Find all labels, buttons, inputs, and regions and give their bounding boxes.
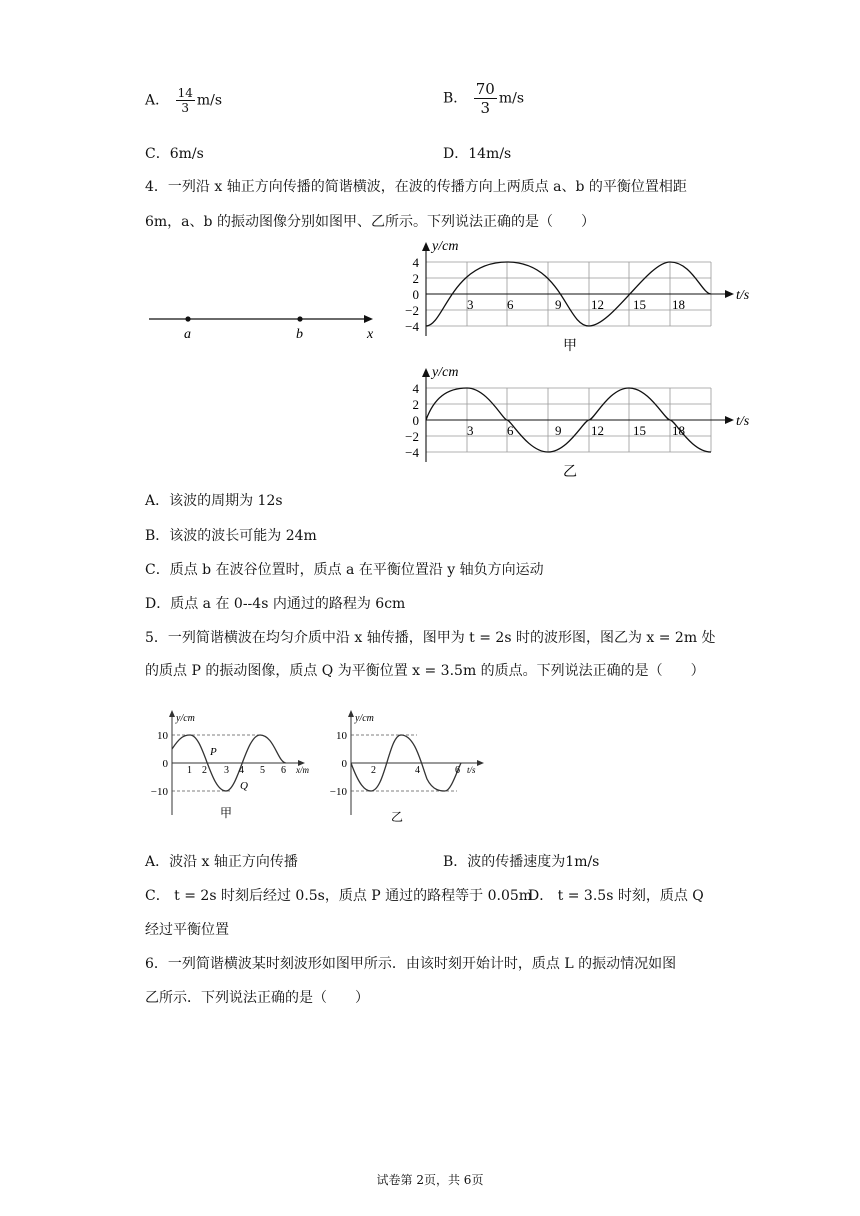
q4-stem-line2: 6m，a、b 的振动图像分别如图甲、乙所示。下列说法正确的是（ ） <box>145 214 595 230</box>
q4-option-d: D．质点 a 在 0--4s 内通过的路程为 6cm <box>145 596 406 612</box>
x-arrow <box>477 760 484 766</box>
q5-option-c: C． t = 2s 时刻后经过 0.5s，质点 P 通过的路程等于 0.05m <box>145 888 533 904</box>
q3-option-d: D．14m/s <box>443 146 512 162</box>
svg-text:3: 3 <box>467 423 474 438</box>
svg-text:18: 18 <box>672 423 685 438</box>
y-label: y/cm <box>432 365 459 380</box>
axis-x-label: x <box>367 327 374 342</box>
point-b-dot <box>297 316 302 321</box>
y-arrow <box>422 242 430 251</box>
q5-option-d: D． t = 3.5s 时刻，质点 Q <box>528 888 704 904</box>
q4-graph-jia <box>395 238 765 356</box>
svg-text:0: 0 <box>412 413 419 428</box>
q5-stem-line2: 的质点 P 的振动图像，质点 Q 为平衡位置 x = 3.5m 的质点。下列说法正确的是（ ） <box>145 663 705 679</box>
x-label: t/s <box>736 414 750 429</box>
axis-arrow <box>364 315 373 323</box>
caption: 甲 <box>220 806 233 820</box>
y-label: y/cm <box>432 239 459 254</box>
q4-position-axis <box>145 305 385 345</box>
svg-text:2: 2 <box>202 765 207 776</box>
svg-text:3: 3 <box>467 297 474 312</box>
point-b-label: b <box>296 327 303 342</box>
y-arrow <box>169 710 175 717</box>
x-label: t/s <box>736 288 750 303</box>
svg-text:12: 12 <box>591 297 604 312</box>
svg-text:5: 5 <box>260 765 265 776</box>
q5-graph-yi <box>327 707 492 827</box>
q4-stem-line1: 4．一列沿 x 轴正方向传播的简谐横波，在波的传播方向上两质点 a、b 的平衡位置相距 <box>145 179 687 195</box>
svg-text:t/s: t/s <box>467 765 476 775</box>
svg-text:15: 15 <box>633 297 646 312</box>
y-arrow <box>422 368 430 377</box>
fraction: $\frac{14}{3}$ <box>177 86 193 115</box>
q3-option-b: B． $\frac{70}{3}$ m/s <box>443 80 525 117</box>
q3-option-c: C．6m/s <box>145 146 204 162</box>
svg-text:9: 9 <box>555 297 562 312</box>
point-p-label: P <box>210 746 217 758</box>
q6-stem-line2: 乙所示．下列说法正确的是（ ） <box>145 990 369 1006</box>
svg-text:6: 6 <box>281 765 286 776</box>
q5-option-d-continued: 经过平衡位置 <box>145 922 229 938</box>
svg-text:12: 12 <box>591 423 604 438</box>
svg-text:6: 6 <box>455 765 460 776</box>
fraction: $\frac{70}{3}$ <box>475 80 495 117</box>
svg-text:0: 0 <box>412 287 419 302</box>
svg-text:y/cm: y/cm <box>176 713 195 724</box>
x-arrow <box>725 416 734 424</box>
y-arrow <box>348 710 354 717</box>
svg-text:6: 6 <box>507 423 514 438</box>
caption: 乙 <box>563 465 577 480</box>
q3-option-a: A． $\frac{14}{3}$ m/s <box>145 86 223 115</box>
svg-text:10: 10 <box>157 730 168 742</box>
svg-text:4: 4 <box>239 765 244 776</box>
svg-text:9: 9 <box>555 423 562 438</box>
svg-text:2: 2 <box>371 765 376 776</box>
svg-text:6: 6 <box>507 297 514 312</box>
svg-text:4: 4 <box>415 765 420 776</box>
svg-text:0: 0 <box>341 758 347 770</box>
svg-text:4: 4 <box>412 381 419 396</box>
q4-option-c: C．质点 b 在波谷位置时，质点 a 在平衡位置沿 y 轴负方向运动 <box>145 562 544 578</box>
svg-text:15: 15 <box>633 423 646 438</box>
point-a-label: a <box>184 327 191 342</box>
svg-text:−10: −10 <box>329 786 347 798</box>
svg-text:2: 2 <box>412 271 419 286</box>
page-footer: 试卷第 2页，共 6页 <box>376 1173 484 1187</box>
point-a-dot <box>185 316 190 321</box>
q5-graph-jia <box>150 707 325 822</box>
q5-option-a: A．波沿 x 轴正方向传播 <box>145 854 298 870</box>
q5-option-b: B．波的传播速度为1m/s <box>443 854 600 870</box>
point-q-label: Q <box>240 780 248 792</box>
svg-text:2: 2 <box>412 397 419 412</box>
q4-option-b: B．该波的波长可能为 24m <box>145 528 317 544</box>
q4-graph-yi <box>395 364 765 480</box>
svg-text:−4: −4 <box>405 319 419 334</box>
q4-option-a: A．该波的周期为 12s <box>145 493 283 509</box>
svg-text:−2: −2 <box>405 303 419 318</box>
svg-text:10: 10 <box>336 730 347 742</box>
svg-text:−2: −2 <box>405 429 419 444</box>
q6-stem-line1: 6．一列简谐横波某时刻波形如图甲所示．由该时刻开始计时，质点 L 的振动情况如图 <box>145 956 677 972</box>
caption: 甲 <box>563 339 577 354</box>
svg-text:0: 0 <box>162 758 168 770</box>
svg-text:1: 1 <box>187 765 192 776</box>
svg-text:x/m: x/m <box>296 765 309 775</box>
caption: 乙 <box>391 810 404 824</box>
svg-text:3: 3 <box>224 765 229 776</box>
x-arrow <box>725 290 734 298</box>
svg-text:−4: −4 <box>405 445 419 460</box>
svg-text:4: 4 <box>412 255 419 270</box>
svg-text:y/cm: y/cm <box>355 713 374 724</box>
svg-text:−10: −10 <box>150 786 168 798</box>
q5-stem-line1: 5．一列简谐横波在均匀介质中沿 x 轴传播，图甲为 t = 2s 时的波形图，图乙为 x = 2m 处 <box>145 630 716 646</box>
svg-text:18: 18 <box>672 297 685 312</box>
